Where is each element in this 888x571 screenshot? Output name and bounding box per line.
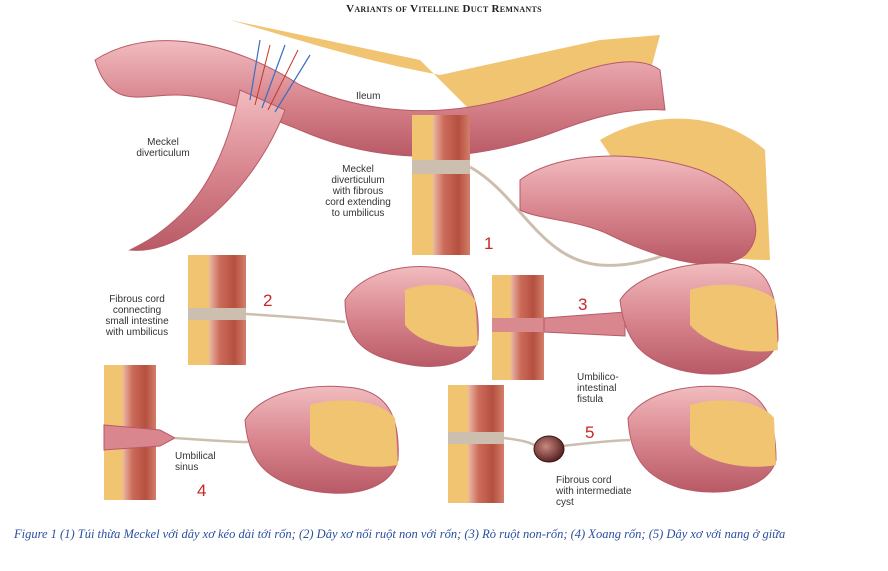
svg-text:fistula: fistula	[577, 394, 604, 405]
panel-number-2: 2	[263, 291, 273, 310]
panel-4	[104, 365, 398, 500]
fibrous-cord	[246, 314, 345, 322]
svg-text:with fibrous: with fibrous	[332, 186, 384, 197]
svg-text:cord extending: cord extending	[325, 197, 391, 208]
umbilicus-attachment	[412, 160, 470, 174]
label-fistula	[577, 372, 619, 405]
svg-text:Umbilical: Umbilical	[175, 451, 216, 462]
panel-number-5: 5	[585, 423, 595, 442]
panel-number-3: 3	[578, 295, 588, 314]
figure-title: Variants of Vitelline Duct Remnants	[346, 3, 542, 15]
svg-text:Umbilico-: Umbilico-	[577, 372, 619, 383]
svg-text:Meckel: Meckel	[147, 137, 179, 148]
svg-text:Meckel: Meckel	[342, 164, 374, 175]
svg-text:connecting: connecting	[112, 305, 162, 316]
panel-2	[188, 255, 478, 366]
svg-text:to umbilicus: to umbilicus	[331, 208, 385, 219]
fistula-opening	[492, 318, 544, 332]
label-meckel-with-cord	[325, 164, 391, 219]
fibrous-cord	[175, 438, 248, 442]
panel-number-1: 1	[484, 234, 494, 253]
umbilical-sinus	[104, 425, 175, 450]
meckel-diverticulum-shape	[130, 90, 285, 250]
svg-text:sinus: sinus	[175, 462, 199, 473]
label-fibrous-cord-cyst	[555, 475, 632, 508]
svg-text:diverticulum: diverticulum	[136, 148, 190, 159]
svg-text:intestinal: intestinal	[577, 383, 617, 394]
label-umbilical-sinus	[175, 451, 216, 473]
svg-text:Fibrous cord: Fibrous cord	[109, 294, 165, 305]
svg-text:small intestine: small intestine	[105, 316, 169, 327]
svg-text:with umbilicus: with umbilicus	[105, 327, 169, 338]
umbilicus-attachment	[448, 432, 504, 444]
fibrous-cord	[504, 438, 630, 446]
umbilicus-attachment	[188, 308, 246, 320]
panel-1	[412, 115, 770, 265]
svg-text:diverticulum: diverticulum	[331, 175, 385, 186]
panel-number-4: 4	[197, 481, 207, 500]
panel-3	[492, 263, 778, 380]
abdominal-wall	[412, 115, 470, 255]
label-ileum: Ileum	[356, 91, 381, 102]
label-meckel-diverticulum	[136, 137, 189, 159]
fistula-tract	[544, 312, 625, 336]
svg-text:Fibrous cord: Fibrous cord	[556, 475, 612, 486]
label-fibrous-cord	[105, 294, 169, 338]
svg-text:cyst: cyst	[556, 497, 574, 508]
intermediate-cyst	[534, 436, 564, 462]
svg-text:with intermediate: with intermediate	[556, 486, 632, 497]
figure-caption: Figure 1 (1) Túi thừa Meckel với dây xơ kéo dài tới rốn; (2) Dây xơ nối ruột non với rốn; (3) Rò ruột non-rốn; (4) Xoang rốn; (5) Dây xơ với nang ở giữa	[14, 527, 786, 541]
